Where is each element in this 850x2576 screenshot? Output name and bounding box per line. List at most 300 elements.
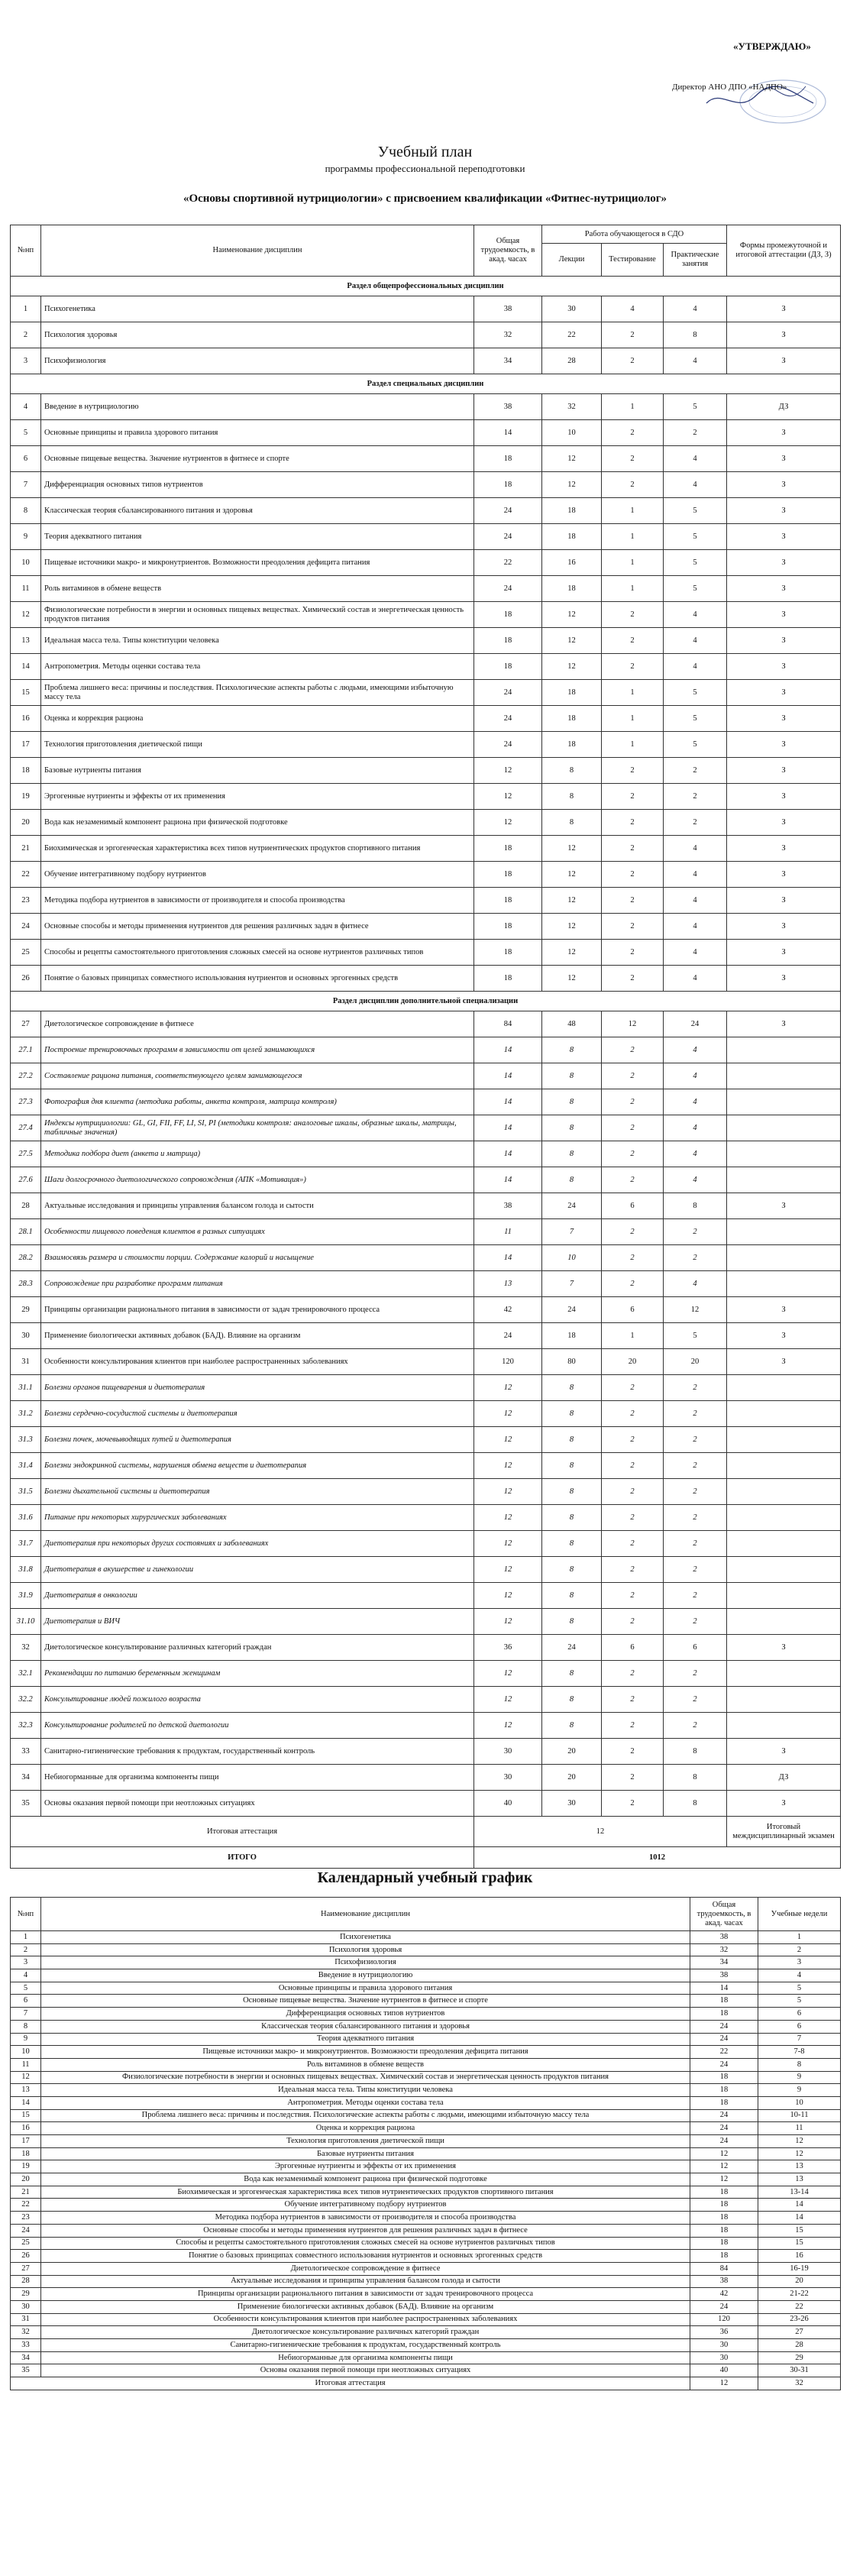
table-row — [11, 2109, 841, 2122]
row-number: 26 — [11, 966, 41, 992]
row-number: 24 — [11, 2224, 41, 2237]
practice-hours: 5 — [664, 732, 727, 758]
table-row — [11, 1505, 841, 1531]
discipline-name: Небиогорманные для организма компоненты пищи — [41, 2351, 690, 2364]
table-row — [11, 1995, 841, 2008]
testing-hours: 2 — [602, 784, 664, 810]
row-number: 31.3 — [11, 1427, 41, 1453]
row-number: 31.9 — [11, 1583, 41, 1609]
lecture-hours: 80 — [542, 1349, 602, 1375]
practice-hours: 4 — [664, 348, 727, 374]
row-number: 13 — [11, 2084, 41, 2097]
study-weeks: 20 — [758, 2275, 841, 2288]
study-weeks: 10-11 — [758, 2109, 841, 2122]
study-weeks: 15 — [758, 2224, 841, 2237]
table-row — [11, 2364, 841, 2377]
discipline-name: Понятие о базовых принципах совместного использования нутриентов и основных эргогенных средств — [41, 966, 474, 992]
assessment-form: З — [727, 1193, 841, 1219]
discipline-name: Рекомендации по питанию беременным женщинам — [41, 1661, 474, 1687]
table-row — [11, 1141, 841, 1167]
lecture-hours: 12 — [542, 628, 602, 654]
row-number: 27.4 — [11, 1115, 41, 1141]
row-number: 31.1 — [11, 1375, 41, 1401]
row-number: 3 — [11, 1956, 41, 1969]
testing-hours: 2 — [602, 1401, 664, 1427]
table-row — [11, 2084, 841, 2097]
total-hours: 40 — [474, 1791, 542, 1817]
table-row — [11, 1245, 841, 1271]
discipline-name: Методика подбора диет (анкета и матрица) — [41, 1141, 474, 1167]
row-number: 11 — [11, 2058, 41, 2071]
table-row — [11, 2339, 841, 2352]
study-weeks: 6 — [758, 2008, 841, 2021]
testing-hours: 1 — [602, 706, 664, 732]
testing-hours: 2 — [602, 1063, 664, 1089]
assessment-form — [727, 1609, 841, 1635]
table-row — [11, 2033, 841, 2046]
assessment-form: ДЗ — [727, 394, 841, 420]
total-hours: 18 — [474, 862, 542, 888]
discipline-name: Построение тренировочных программ в зависимости от целей занимающихся — [41, 1037, 474, 1063]
approval-stamp-label: «УТВЕРЖДАЮ» — [733, 40, 811, 52]
total-hours: 12 — [474, 1375, 542, 1401]
table-row — [11, 1089, 841, 1115]
table-row — [11, 1713, 841, 1739]
lecture-hours: 10 — [542, 1245, 602, 1271]
discipline-name: Технология приготовления диетической пищи — [41, 732, 474, 758]
study-weeks: 7 — [758, 2033, 841, 2046]
total-hours: 18 — [690, 2096, 758, 2109]
testing-hours: 1 — [602, 1323, 664, 1349]
assessment-form — [727, 1141, 841, 1167]
row-number: 31.8 — [11, 1557, 41, 1583]
total-hours: 38 — [474, 1193, 542, 1219]
testing-hours: 2 — [602, 1245, 664, 1271]
row-number: 27.2 — [11, 1063, 41, 1089]
discipline-name: Идеальная масса тела. Типы конституции человека — [41, 628, 474, 654]
assessment-form — [727, 1531, 841, 1557]
assessment-form — [727, 1167, 841, 1193]
study-weeks: 30-31 — [758, 2364, 841, 2377]
assessment-form — [727, 1115, 841, 1141]
discipline-name: Классическая теория сбалансированного питания и здоровья — [41, 2020, 690, 2033]
discipline-name: Психофизиология — [41, 348, 474, 374]
total-hours: 18 — [690, 2212, 758, 2225]
row-number: 34 — [11, 2351, 41, 2364]
total-hours: 42 — [690, 2288, 758, 2301]
col-total: Общая трудоемкость, в акад. часах — [474, 225, 542, 277]
lecture-hours: 32 — [542, 394, 602, 420]
total-hours: 18 — [690, 2008, 758, 2021]
assessment-form: З — [727, 836, 841, 862]
lecture-hours: 8 — [542, 1557, 602, 1583]
discipline-name: Проблема лишнего веса: причины и последствия. Психологические аспекты работы с людьми, имеющими избыточную массу тела — [41, 2109, 690, 2122]
discipline-name: Диетотерапия в онкологии — [41, 1583, 474, 1609]
testing-hours: 2 — [602, 1453, 664, 1479]
table-row — [11, 296, 841, 322]
total-hours: 24 — [474, 732, 542, 758]
discipline-name: Диетологическое сопровождение в фитнесе — [41, 2262, 690, 2275]
table-row — [11, 2262, 841, 2275]
table-row — [11, 1011, 841, 1037]
assessment-form: З — [727, 654, 841, 680]
table-row — [11, 2147, 841, 2160]
lecture-hours: 30 — [542, 1791, 602, 1817]
study-weeks: 12 — [758, 2147, 841, 2160]
lecture-hours: 18 — [542, 680, 602, 706]
assessment-form: З — [727, 1011, 841, 1037]
assessment-form: З — [727, 784, 841, 810]
total-hours: 12 — [690, 2160, 758, 2173]
table-row — [11, 1956, 841, 1969]
testing-hours: 2 — [602, 1505, 664, 1531]
testing-hours: 2 — [602, 1271, 664, 1297]
testing-hours: 2 — [602, 348, 664, 374]
discipline-name: Болезни эндокринной системы, нарушения обмена веществ и диетотерапия — [41, 1453, 474, 1479]
discipline-name: Психофизиология — [41, 1956, 690, 1969]
lecture-hours: 12 — [542, 914, 602, 940]
row-number: 27.3 — [11, 1089, 41, 1115]
practice-hours: 8 — [664, 1765, 727, 1791]
study-weeks: 27 — [758, 2326, 841, 2339]
study-weeks: 21-22 — [758, 2288, 841, 2301]
discipline-name: Составление рациона питания, соответствующего целям занимающегося — [41, 1063, 474, 1089]
total-hours: 12 — [474, 1557, 542, 1583]
col-lectures: Лекции — [542, 244, 602, 277]
table-row — [11, 2288, 841, 2301]
cal-col-num: №нп — [11, 1898, 41, 1931]
row-number: 8 — [11, 498, 41, 524]
discipline-name: Вода как незаменимый компонент рациона при физической подготовке — [41, 2173, 690, 2186]
table-row — [11, 2186, 841, 2199]
discipline-name: Болезни почек, мочевыводящих путей и диетотерапия — [41, 1427, 474, 1453]
testing-hours: 2 — [602, 940, 664, 966]
discipline-name: Консультирование родителей по детской диетологии — [41, 1713, 474, 1739]
discipline-name: Актуальные исследования и принципы управления балансом голода и сытости — [41, 1193, 474, 1219]
testing-hours: 2 — [602, 1375, 664, 1401]
table-row — [11, 446, 841, 472]
total-hours: 12 — [474, 1713, 542, 1739]
practice-hours: 2 — [664, 1713, 727, 1739]
lecture-hours: 8 — [542, 1713, 602, 1739]
lecture-hours: 12 — [542, 966, 602, 992]
discipline-name: Болезни дыхательной системы и диетотерапия — [41, 1479, 474, 1505]
lecture-hours: 8 — [542, 1687, 602, 1713]
total-hours: 38 — [474, 296, 542, 322]
final-attestation-form: Итоговый междисциплинарный экзамен — [727, 1817, 841, 1847]
assessment-form — [727, 1375, 841, 1401]
testing-hours: 1 — [602, 680, 664, 706]
discipline-name: Небиогорманные для организма компоненты пищи — [41, 1765, 474, 1791]
study-weeks: 5 — [758, 1982, 841, 1995]
assessment-form — [727, 1063, 841, 1089]
row-number: 23 — [11, 2212, 41, 2225]
assessment-form: З — [727, 862, 841, 888]
table-row — [11, 1349, 841, 1375]
discipline-name: Питание при некоторых хирургических заболеваниях — [41, 1505, 474, 1531]
row-number: 30 — [11, 2300, 41, 2313]
total-hours: 18 — [474, 628, 542, 654]
assessment-form — [727, 1479, 841, 1505]
table-row — [11, 1765, 841, 1791]
total-hours: 18 — [690, 2250, 758, 2263]
study-weeks: 3 — [758, 1956, 841, 1969]
practice-hours: 2 — [664, 758, 727, 784]
testing-hours: 6 — [602, 1297, 664, 1323]
lecture-hours: 7 — [542, 1219, 602, 1245]
row-number: 21 — [11, 2186, 41, 2199]
lecture-hours: 8 — [542, 1427, 602, 1453]
total-hours: 24 — [474, 524, 542, 550]
total-hours: 38 — [690, 1931, 758, 1944]
assessment-form: З — [727, 1349, 841, 1375]
row-number: 23 — [11, 888, 41, 914]
total-hours: 11 — [474, 1219, 542, 1245]
assessment-form: З — [727, 602, 841, 628]
table-row — [11, 1791, 841, 1817]
discipline-name: Шаги долгосрочного диетологического сопровождения (АПК «Мотивация») — [41, 1167, 474, 1193]
total-hours: 24 — [474, 680, 542, 706]
lecture-hours: 8 — [542, 1479, 602, 1505]
study-weeks: 11 — [758, 2122, 841, 2135]
practice-hours: 4 — [664, 628, 727, 654]
assessment-form: З — [727, 576, 841, 602]
table-row — [11, 784, 841, 810]
discipline-name: Методика подбора нутриентов в зависимости от производителя и способа производства — [41, 2212, 690, 2225]
row-number: 33 — [11, 2339, 41, 2352]
total-hours: 12 — [474, 810, 542, 836]
row-number: 27 — [11, 1011, 41, 1037]
final-attestation-row — [11, 1817, 841, 1847]
row-number: 7 — [11, 2008, 41, 2021]
table-row — [11, 420, 841, 446]
practice-hours: 4 — [664, 1115, 727, 1141]
assessment-form: З — [727, 1791, 841, 1817]
practice-hours: 4 — [664, 296, 727, 322]
row-number: 20 — [11, 2173, 41, 2186]
lecture-hours: 8 — [542, 784, 602, 810]
table-row — [11, 1453, 841, 1479]
lecture-hours: 8 — [542, 1401, 602, 1427]
lecture-hours: 8 — [542, 1089, 602, 1115]
testing-hours: 2 — [602, 966, 664, 992]
row-number: 27.1 — [11, 1037, 41, 1063]
lecture-hours: 12 — [542, 654, 602, 680]
total-hours: 1012 — [474, 1847, 841, 1869]
row-number: 31.7 — [11, 1531, 41, 1557]
discipline-name: Основные принципы и правила здорового питания — [41, 1982, 690, 1995]
testing-hours: 2 — [602, 1531, 664, 1557]
lecture-hours: 8 — [542, 1037, 602, 1063]
total-hours: 13 — [474, 1271, 542, 1297]
practice-hours: 2 — [664, 1531, 727, 1557]
total-hours: 12 — [474, 1479, 542, 1505]
practice-hours: 12 — [664, 1297, 727, 1323]
assessment-form — [727, 1687, 841, 1713]
testing-hours: 2 — [602, 888, 664, 914]
total-hours: 22 — [474, 550, 542, 576]
program-name: «Основы спортивной нутрициологии» с присвоением квалификации «Фитнес-нутрициолог» — [183, 193, 667, 205]
study-weeks: 5 — [758, 1995, 841, 2008]
row-number: 32.3 — [11, 1713, 41, 1739]
testing-hours: 2 — [602, 472, 664, 498]
discipline-name: Особенности консультирования клиентов при наиболее распространенных заболеваниях — [41, 1349, 474, 1375]
discipline-name: Эргогенные нутриенты и эффекты от их применения — [41, 784, 474, 810]
col-sdo: Работа обучающегося в СДО — [542, 225, 727, 244]
practice-hours: 5 — [664, 498, 727, 524]
lecture-hours: 28 — [542, 348, 602, 374]
row-number: 14 — [11, 2096, 41, 2109]
lecture-hours: 8 — [542, 1583, 602, 1609]
row-number: 28 — [11, 1193, 41, 1219]
signature-seal-image — [691, 73, 836, 126]
row-number: 25 — [11, 940, 41, 966]
lecture-hours: 8 — [542, 810, 602, 836]
table-row — [11, 2237, 841, 2250]
testing-hours: 2 — [602, 602, 664, 628]
study-weeks: 12 — [758, 2135, 841, 2148]
row-number: 32 — [11, 1635, 41, 1661]
lecture-hours: 8 — [542, 1661, 602, 1687]
table-row — [11, 810, 841, 836]
testing-hours: 12 — [602, 1011, 664, 1037]
practice-hours: 5 — [664, 524, 727, 550]
practice-hours: 5 — [664, 1323, 727, 1349]
table-row — [11, 1931, 841, 1944]
row-number: 17 — [11, 732, 41, 758]
table-row — [11, 862, 841, 888]
practice-hours: 8 — [664, 1739, 727, 1765]
discipline-name: Принципы организации рационального питания в зависимости от задач тренировочного процесса — [41, 2288, 690, 2301]
testing-hours: 2 — [602, 1687, 664, 1713]
total-hours: 12 — [474, 1453, 542, 1479]
discipline-name: Основы оказания первой помощи при неотложных ситуациях — [41, 1791, 474, 1817]
assessment-form: З — [727, 1297, 841, 1323]
table-row — [11, 1427, 841, 1453]
lecture-hours: 8 — [542, 1063, 602, 1089]
total-hours: 38 — [690, 1969, 758, 1982]
table-row — [11, 1557, 841, 1583]
testing-hours: 6 — [602, 1193, 664, 1219]
table-row — [11, 758, 841, 784]
row-number: 7 — [11, 472, 41, 498]
discipline-name: Идеальная масса тела. Типы конституции человека — [41, 2084, 690, 2097]
row-number: 29 — [11, 1297, 41, 1323]
row-number: 30 — [11, 1323, 41, 1349]
final-attestation-hours: 12 — [690, 2377, 758, 2390]
discipline-name: Применение биологически активных добавок (БАД). Влияние на организм — [41, 1323, 474, 1349]
lecture-hours: 12 — [542, 862, 602, 888]
testing-hours: 2 — [602, 322, 664, 348]
total-hours: 12 — [474, 758, 542, 784]
lecture-hours: 18 — [542, 732, 602, 758]
table-row — [11, 2326, 841, 2339]
lecture-hours: 8 — [542, 1375, 602, 1401]
discipline-name: Пищевые источники макро- и микронутриентов. Возможности преодоления дефицита питания — [41, 2046, 690, 2059]
discipline-name: Оценка и коррекция рациона — [41, 706, 474, 732]
table-row — [11, 1271, 841, 1297]
row-number: 31.6 — [11, 1505, 41, 1531]
testing-hours: 2 — [602, 1765, 664, 1791]
practice-hours: 4 — [664, 602, 727, 628]
table-row — [11, 602, 841, 628]
total-hours: 18 — [690, 2084, 758, 2097]
discipline-name: Диетологическое консультирование различных категорий граждан — [41, 2326, 690, 2339]
practice-hours: 2 — [664, 1505, 727, 1531]
testing-hours: 2 — [602, 1141, 664, 1167]
row-number: 9 — [11, 2033, 41, 2046]
lecture-hours: 20 — [542, 1739, 602, 1765]
row-number: 17 — [11, 2135, 41, 2148]
testing-hours: 2 — [602, 1427, 664, 1453]
assessment-form — [727, 1245, 841, 1271]
total-hours: 32 — [474, 322, 542, 348]
discipline-name: Актуальные исследования и принципы управления балансом голода и сытости — [41, 2275, 690, 2288]
discipline-name: Психология здоровья — [41, 1943, 690, 1956]
assessment-form — [727, 1661, 841, 1687]
row-number: 16 — [11, 706, 41, 732]
discipline-name: Вода как незаменимый компонент рациона при физической подготовке — [41, 810, 474, 836]
assessment-form: З — [727, 888, 841, 914]
assessment-form: З — [727, 706, 841, 732]
total-hours: 34 — [474, 348, 542, 374]
table-row — [11, 1969, 841, 1982]
section-title: Раздел общепрофессиональных дисциплин — [11, 277, 841, 296]
row-number: 19 — [11, 784, 41, 810]
table-row — [11, 2046, 841, 2059]
row-number: 1 — [11, 1931, 41, 1944]
practice-hours: 2 — [664, 1453, 727, 1479]
total-hours: 18 — [474, 836, 542, 862]
row-number: 22 — [11, 862, 41, 888]
testing-hours: 2 — [602, 628, 664, 654]
lecture-hours: 8 — [542, 1167, 602, 1193]
testing-hours: 2 — [602, 1037, 664, 1063]
total-hours: 12 — [690, 2147, 758, 2160]
table-row — [11, 394, 841, 420]
assessment-form: З — [727, 498, 841, 524]
table-row — [11, 550, 841, 576]
lecture-hours: 22 — [542, 322, 602, 348]
total-hours: 12 — [474, 1661, 542, 1687]
testing-hours: 1 — [602, 732, 664, 758]
assessment-form: З — [727, 420, 841, 446]
assessment-form: З — [727, 758, 841, 784]
total-hours: 18 — [690, 2199, 758, 2212]
assessment-form: З — [727, 524, 841, 550]
testing-hours: 2 — [602, 1739, 664, 1765]
total-hours: 18 — [474, 940, 542, 966]
assessment-form: З — [727, 810, 841, 836]
assessment-form: З — [727, 1323, 841, 1349]
total-hours: 18 — [474, 446, 542, 472]
practice-hours: 4 — [664, 654, 727, 680]
total-hours: 30 — [474, 1765, 542, 1791]
testing-hours: 1 — [602, 550, 664, 576]
row-number: 6 — [11, 446, 41, 472]
discipline-name: Применение биологически активных добавок (БАД). Влияние на организм — [41, 2300, 690, 2313]
study-weeks: 4 — [758, 1969, 841, 1982]
assessment-form — [727, 1037, 841, 1063]
study-weeks: 6 — [758, 2020, 841, 2033]
total-hours: 120 — [690, 2313, 758, 2326]
total-hours: 14 — [474, 1141, 542, 1167]
practice-hours: 5 — [664, 550, 727, 576]
study-weeks: 13 — [758, 2173, 841, 2186]
lecture-hours: 18 — [542, 1323, 602, 1349]
discipline-name: Проблема лишнего веса: причины и последствия. Психологические аспекты работы с людьми, имеющими избыточную массу тела — [41, 680, 474, 706]
table-row — [11, 2351, 841, 2364]
